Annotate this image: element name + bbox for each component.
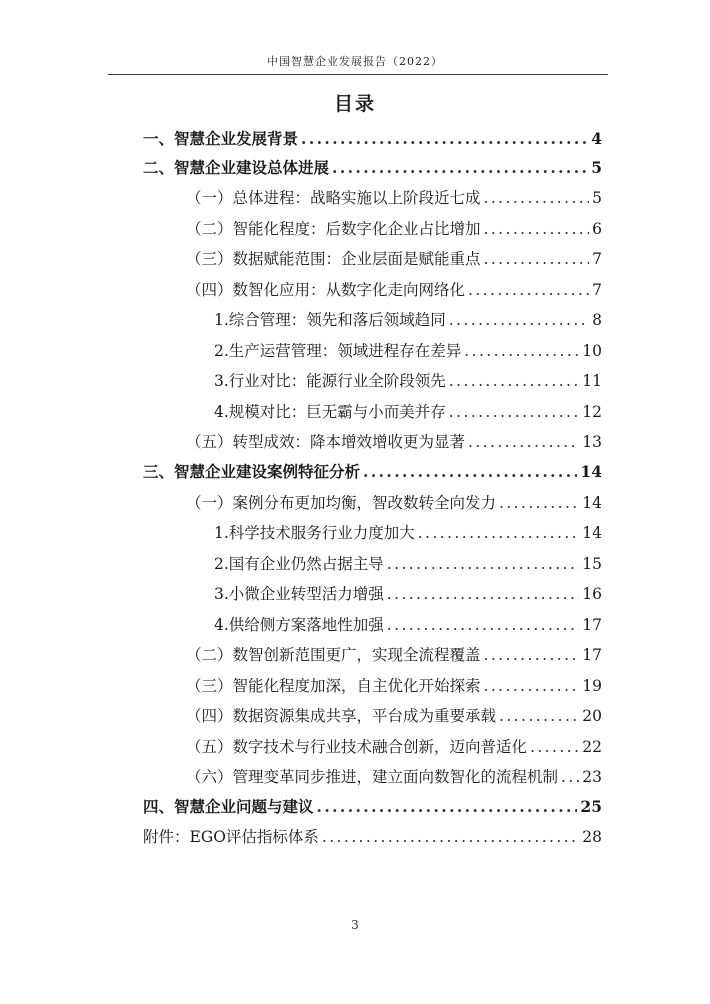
toc-dot-leader (484, 250, 590, 268)
toc-entry-number: 四、 (143, 797, 175, 816)
toc-entry-page: 17 (582, 646, 602, 664)
page-number: 3 (351, 918, 359, 932)
toc-entry-label: （五）转型成效：降本增效增收更为显著 (186, 433, 466, 451)
toc-entry-subsection[interactable] (214, 339, 602, 361)
toc-entry-label: 附件：EGO评估指标体系 (143, 828, 319, 846)
toc-dot-leader (449, 372, 579, 390)
toc-dot-leader (301, 129, 588, 148)
toc-entry-subsection[interactable] (214, 521, 602, 543)
toc-dot-leader (363, 462, 577, 481)
toc-entry-chapter-1[interactable] (143, 127, 602, 149)
toc-entry-appendix[interactable] (143, 825, 602, 847)
toc-entry-page: 4 (591, 129, 602, 148)
toc-entry-section[interactable] (186, 247, 602, 269)
header-rule (108, 74, 608, 75)
toc-entry-section[interactable] (186, 430, 602, 452)
toc-entry-page: 7 (592, 281, 602, 299)
toc-entry-subsection[interactable] (214, 552, 602, 574)
toc-dot-leader (484, 677, 580, 695)
toc-entry-label: （二）智能化程度：后数字化企业占比增加 (186, 220, 481, 238)
toc-entry-page: 13 (582, 433, 602, 451)
toc-dot-leader (387, 555, 579, 573)
toc-entry-section[interactable] (186, 186, 602, 208)
toc-entry-page: 8 (592, 311, 602, 329)
toc-entry-subsection[interactable] (214, 369, 602, 391)
toc-entry-chapter-4[interactable] (143, 795, 602, 817)
toc-entry-section[interactable] (186, 217, 602, 239)
toc-entry-page: 5 (592, 189, 602, 207)
toc-dot-leader (449, 403, 579, 421)
toc-entry-page: 20 (582, 707, 602, 725)
toc-entry-label: 2.生产运营管理：领域进程存在差异 (214, 342, 462, 360)
toc-entry-page: 17 (582, 616, 602, 634)
toc-entry-page: 23 (582, 768, 602, 786)
toc-entry-section[interactable] (186, 674, 602, 696)
toc-entry-page: 14 (582, 524, 602, 542)
toc-entry-label: 智慧企业发展背景 (174, 129, 299, 148)
toc-dot-leader (418, 524, 579, 542)
toc-entry-number: 一、 (143, 129, 175, 148)
toc-dot-leader (484, 189, 590, 207)
toc-title: 目录 (333, 93, 376, 115)
toc-dot-leader (332, 158, 588, 177)
toc-dot-leader (499, 707, 579, 725)
toc-entry-page: 14 (582, 494, 602, 512)
toc-dot-leader (387, 585, 579, 603)
toc-entry-number: 二、 (143, 158, 175, 177)
toc-dot-leader (468, 433, 579, 451)
toc-entry-subsection[interactable] (214, 400, 602, 422)
toc-entry-page: 10 (582, 342, 602, 360)
toc-entry-label: 1.科学技术服务行业力度加大 (214, 524, 415, 542)
toc-entry-section[interactable] (186, 491, 602, 513)
toc-dot-leader (468, 281, 589, 299)
toc-entry-label: 智慧企业建设案例特征分析 (174, 462, 361, 481)
toc-entry-section[interactable] (186, 765, 602, 787)
toc-entry-label: （一）总体进程：战略实施以上阶段近七成 (186, 189, 481, 207)
toc-entry-subsection[interactable] (214, 582, 602, 604)
toc-dot-leader (449, 311, 589, 329)
toc-entry-page: 25 (580, 797, 602, 816)
toc-entry-page: 6 (592, 220, 602, 238)
toc-entry-page: 7 (592, 250, 602, 268)
toc-entry-label: 4.供给侧方案落地性加强 (214, 616, 384, 634)
toc-entry-section[interactable] (186, 704, 602, 726)
toc-entry-page: 5 (591, 158, 602, 177)
toc-dot-leader (322, 828, 579, 846)
toc-dot-leader (387, 616, 579, 634)
toc-entry-page: 12 (582, 403, 602, 421)
toc-entry-label: 4.规模对比：巨无霸与小而美并存 (214, 403, 446, 421)
toc-entry-label: 2.国有企业仍然占据主导 (214, 555, 384, 573)
toc-entry-page: 28 (582, 828, 602, 846)
toc-entry-section[interactable] (186, 735, 602, 757)
toc-entry-subsection[interactable] (214, 308, 602, 330)
toc-entry-label: （三）数据赋能范围：企业层面是赋能重点 (186, 250, 481, 268)
toc-entry-label: （五）数字技术与行业技术融合创新，迈向普适化 (186, 738, 528, 756)
toc-dot-leader (561, 768, 579, 786)
toc-entry-label: （六）管理变革同步推进，建立面向数智化的流程机制 (186, 768, 559, 786)
toc-entry-page: 15 (582, 555, 602, 573)
toc-dot-leader (317, 797, 578, 816)
toc-entry-page: 16 (582, 585, 602, 603)
toc-entry-subsection[interactable] (214, 613, 602, 635)
toc-entry-section[interactable] (186, 643, 602, 665)
toc-entry-label: （二）数智创新范围更广，实现全流程覆盖 (186, 646, 481, 664)
toc-entry-chapter-3[interactable] (143, 460, 602, 482)
toc-entry-label: （三）智能化程度加深，自主优化开始探索 (186, 677, 481, 695)
toc-entry-label: 1.综合管理：领先和落后领域趋同 (214, 311, 446, 329)
toc-entry-page: 19 (582, 677, 602, 695)
toc-dot-leader (484, 220, 590, 238)
toc-entry-page: 14 (580, 462, 602, 481)
running-header: 中国智慧企业发展报告（2022） (267, 55, 443, 68)
toc-entry-label: （四）数据资源集成共享，平台成为重要承载 (186, 707, 497, 725)
toc-entry-label: 智慧企业问题与建议 (174, 797, 314, 816)
toc-entry-label: 智慧企业建设总体进展 (174, 158, 330, 177)
toc-entry-label: 3.小微企业转型活力增强 (214, 585, 384, 603)
toc-dot-leader (484, 646, 580, 664)
toc-dot-leader (464, 342, 579, 360)
toc-entry-page: 11 (582, 372, 602, 390)
toc-entry-label: （四）数智化应用：从数字化走向网络化 (186, 281, 466, 299)
toc-entry-page: 22 (582, 738, 602, 756)
toc-entry-number: 三、 (143, 462, 175, 481)
toc-dot-leader (499, 494, 579, 512)
toc-dot-leader (530, 738, 579, 756)
toc-entry-label: 3.行业对比：能源行业全阶段领先 (214, 372, 446, 390)
toc-entry-chapter-2[interactable] (143, 156, 602, 178)
toc-entry-section[interactable] (186, 278, 602, 300)
toc-entry-label: （一）案例分布更加均衡，智改数转全向发力 (186, 494, 497, 512)
